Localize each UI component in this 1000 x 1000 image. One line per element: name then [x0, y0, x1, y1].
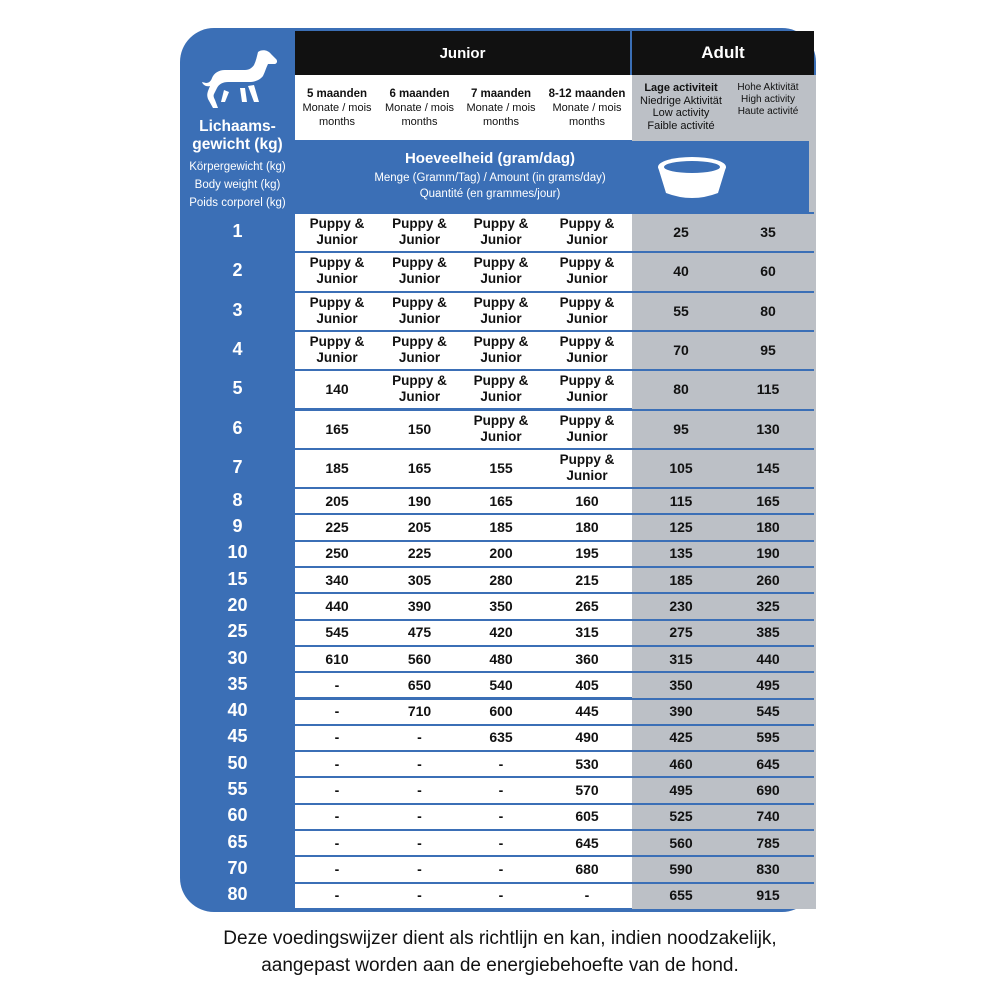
- junior-cell: 215: [575, 571, 599, 588]
- junior-cell: -: [498, 808, 504, 825]
- junior-cell: 205: [407, 519, 432, 536]
- junior-cell: 155: [489, 459, 513, 476]
- junior-cell: Puppy & Junior: [309, 216, 365, 248]
- age-sub-2: months: [482, 116, 520, 128]
- weight-label: 20: [227, 594, 248, 615]
- weight-label: 3: [232, 299, 243, 320]
- high-activity-cell: 830: [756, 860, 780, 877]
- junior-cell: -: [417, 887, 422, 904]
- low-activity-cell: 95: [673, 420, 689, 437]
- junior-cell: -: [498, 755, 504, 772]
- high-activity-cell: 325: [756, 597, 780, 614]
- junior-cell: 250: [325, 545, 349, 562]
- weight-label: 40: [227, 700, 248, 721]
- junior-cell: Puppy & Junior: [392, 294, 447, 326]
- junior-cell: 265: [575, 597, 599, 614]
- high-activity-cell: 115: [756, 381, 780, 398]
- low-activity-cell: 70: [673, 342, 689, 359]
- junior-cell: 180: [575, 519, 599, 536]
- dog-silhouette-icon: [200, 46, 280, 112]
- high-activity-cell: 95: [760, 342, 776, 359]
- footer-line-2: aangepast worden aan de energiebehoefte van de hond.: [261, 955, 739, 976]
- junior-cell: Puppy & Junior: [559, 255, 615, 287]
- low-activity-cell: 40: [673, 263, 689, 280]
- junior-cell: Puppy & Junior: [392, 373, 447, 405]
- weight-label: 9: [232, 516, 243, 537]
- low-activity-cell: 25: [673, 224, 689, 241]
- high-activity-cell: 145: [756, 459, 780, 476]
- weight-label: 4: [232, 339, 243, 360]
- junior-cell: -: [334, 834, 340, 851]
- high-activity-cell: 595: [756, 729, 780, 746]
- junior-cell: -: [334, 676, 340, 693]
- age-title: 7 maanden: [470, 88, 532, 100]
- age-header-1: [379, 87, 460, 129]
- side-subtitles: Körpergewicht (kg) Body weight (kg) Poids corporel (kg): [189, 161, 286, 209]
- junior-cell: 635: [489, 729, 513, 746]
- weight-label: 60: [227, 805, 248, 826]
- junior-cell: 480: [489, 650, 513, 667]
- junior-cell: Puppy & Junior: [473, 216, 529, 248]
- junior-cell: Puppy & Junior: [473, 334, 529, 366]
- junior-cell: 190: [407, 492, 432, 509]
- weight-label: 25: [227, 621, 248, 642]
- junior-cell: -: [498, 834, 504, 851]
- age-sub-1: Monate / mois: [552, 102, 622, 114]
- weight-label: 2: [232, 260, 243, 281]
- junior-cell: 710: [407, 703, 432, 720]
- junior-cell: 305: [407, 571, 432, 588]
- weight-label: 70: [227, 857, 248, 878]
- junior-cell: Puppy & Junior: [559, 412, 615, 444]
- low-activity-cell: 315: [669, 650, 693, 667]
- high-activity-cell: 495: [756, 676, 780, 693]
- junior-cell: 610: [325, 650, 349, 667]
- junior-cell: 540: [489, 676, 513, 693]
- junior-cell: -: [417, 860, 422, 877]
- low-activity-cell: 105: [669, 459, 693, 476]
- junior-cell: 390: [407, 597, 432, 614]
- amount-subtitle-1: Menge (Gramm/Tag) / Amount (in grams/day): [374, 172, 606, 184]
- footer-line-1: Deze voedingswijzer dient als richtlijn en kan, indien noodzakelijk,: [223, 928, 777, 949]
- junior-cell: -: [417, 755, 422, 772]
- weight-label: 45: [227, 726, 248, 747]
- low-activity-cell: 425: [669, 729, 693, 746]
- junior-cell: 225: [407, 545, 432, 562]
- junior-cell: -: [334, 729, 340, 746]
- low-activity-cell: 350: [669, 676, 693, 693]
- high-activity-cell: 165: [756, 492, 780, 509]
- low-activity-header: Lage activiteit Niedrige Aktivität Low activity Faible activité: [640, 82, 722, 132]
- junior-cell: -: [334, 808, 340, 825]
- junior-cell: 605: [575, 808, 599, 825]
- low-activity-cell: 590: [669, 860, 693, 877]
- age-header-0: [295, 87, 379, 129]
- junior-cell: 165: [407, 459, 432, 476]
- high-activity-cell: 440: [756, 650, 780, 667]
- junior-cell: Puppy & Junior: [473, 373, 529, 405]
- age-sub-2: months: [401, 116, 438, 128]
- junior-cell: Puppy & Junior: [309, 255, 365, 287]
- junior-cell: 405: [575, 676, 599, 693]
- amount-band: [300, 141, 809, 212]
- junior-cell: 340: [325, 571, 349, 588]
- low-activity-cell: 125: [669, 519, 693, 536]
- junior-cell: -: [417, 729, 422, 746]
- junior-cell: 195: [575, 545, 599, 562]
- junior-cell: 280: [489, 571, 513, 588]
- low-activity-cell: 185: [669, 571, 693, 588]
- junior-cell: 570: [575, 782, 599, 799]
- age-title: 6 maanden: [389, 88, 450, 100]
- weight-label: 5: [232, 378, 243, 399]
- high-activity-header: Hohe Aktivität High activity Haute activité: [737, 82, 799, 117]
- junior-cell: 350: [489, 597, 513, 614]
- low-activity-cell: 390: [669, 703, 693, 720]
- junior-cell: Puppy & Junior: [473, 412, 529, 444]
- junior-cell: -: [334, 887, 340, 904]
- low-activity-cell: 655: [669, 887, 693, 904]
- junior-cell: 140: [325, 381, 349, 398]
- weight-label: 15: [227, 568, 248, 589]
- low-activity-cell: 80: [673, 381, 689, 398]
- age-title: 8-12 maanden: [548, 88, 626, 100]
- high-activity-cell: 130: [756, 420, 780, 437]
- junior-cell: Puppy & Junior: [392, 334, 447, 366]
- junior-cell: Puppy & Junior: [392, 216, 447, 248]
- junior-cell: -: [417, 834, 422, 851]
- junior-cell: Puppy & Junior: [473, 294, 529, 326]
- high-activity-cell: 60: [760, 263, 776, 280]
- weight-label: 35: [227, 673, 248, 694]
- junior-cell: 315: [575, 624, 599, 641]
- adult-header: Adult: [632, 31, 814, 75]
- junior-cell: 150: [407, 420, 432, 437]
- junior-cell: -: [417, 808, 422, 825]
- junior-cell: 185: [325, 459, 349, 476]
- weight-label: 6: [232, 417, 243, 438]
- junior-cell: 205: [325, 492, 349, 509]
- high-activity-cell: 785: [756, 834, 780, 851]
- age-sub-1: Monate / mois: [384, 102, 455, 114]
- weight-label: 7: [232, 456, 243, 477]
- age-header-3: [542, 87, 632, 129]
- junior-cell: 645: [575, 834, 599, 851]
- junior-cell: 420: [489, 624, 513, 641]
- junior-cell: Puppy & Junior: [559, 334, 615, 366]
- age-header-2: [460, 87, 542, 129]
- junior-header: Junior: [295, 31, 630, 75]
- high-activity-cell: 385: [756, 624, 780, 641]
- junior-cell: 165: [325, 420, 349, 437]
- junior-cell: 650: [407, 676, 432, 693]
- junior-cell: Puppy & Junior: [559, 373, 615, 405]
- low-activity-cell: 230: [669, 597, 693, 614]
- amount-subtitle-2: Quantité (en grammes/jour): [419, 188, 561, 200]
- age-title: 5 maanden: [306, 88, 368, 100]
- weight-label: 80: [227, 884, 248, 905]
- age-sub-2: months: [568, 116, 606, 128]
- high-activity-cell: 645: [756, 755, 780, 772]
- low-activity-cell: 135: [669, 545, 693, 562]
- junior-cell: -: [584, 887, 590, 904]
- low-activity-cell: 525: [669, 808, 693, 825]
- junior-cell: 165: [489, 492, 513, 509]
- junior-cell: 600: [489, 703, 513, 720]
- junior-cell: 225: [325, 519, 349, 536]
- junior-cell: Puppy & Junior: [309, 294, 365, 326]
- age-sub-2: months: [318, 116, 356, 128]
- low-activity-cell: 275: [669, 624, 693, 641]
- food-bowl-icon: [650, 153, 734, 203]
- side-title: Lichaams- gewicht (kg): [192, 118, 283, 153]
- amount-title: Hoeveelheid (gram/dag): [404, 150, 576, 167]
- junior-cell: 185: [489, 519, 513, 536]
- junior-cell: 445: [575, 703, 599, 720]
- high-activity-cell: 35: [760, 224, 776, 241]
- high-activity-cell: 740: [756, 808, 780, 825]
- age-sub-1: Monate / mois: [302, 102, 372, 114]
- junior-cell: Puppy & Junior: [559, 216, 615, 248]
- high-activity-cell: 180: [756, 519, 780, 536]
- high-activity-cell: 690: [756, 782, 780, 799]
- junior-cell: -: [334, 782, 340, 799]
- junior-cell: -: [334, 860, 340, 877]
- low-activity-cell: 115: [669, 492, 693, 509]
- junior-cell: -: [498, 860, 504, 877]
- high-activity-cell: 80: [760, 302, 776, 319]
- junior-cell: Puppy & Junior: [309, 334, 365, 366]
- high-activity-cell: 915: [756, 887, 780, 904]
- junior-cell: 530: [575, 755, 599, 772]
- junior-cell: 440: [325, 597, 349, 614]
- low-activity-cell: 460: [669, 755, 693, 772]
- junior-cell: 160: [575, 492, 599, 509]
- junior-cell: 560: [407, 650, 432, 667]
- junior-cell: -: [334, 703, 340, 720]
- junior-cell: Puppy & Junior: [559, 294, 615, 326]
- low-activity-cell: 55: [673, 302, 689, 319]
- junior-cell: -: [334, 755, 340, 772]
- low-activity-cell: 560: [669, 834, 693, 851]
- junior-cell: Puppy & Junior: [559, 451, 615, 483]
- junior-cell: 360: [575, 650, 599, 667]
- high-activity-cell: 545: [756, 703, 780, 720]
- weight-label: 30: [227, 647, 248, 668]
- weight-label: 65: [227, 831, 248, 852]
- low-activity-cell: 495: [669, 782, 693, 799]
- junior-cell: Puppy & Junior: [473, 255, 529, 287]
- high-activity-cell: 190: [756, 545, 780, 562]
- weight-label: 8: [232, 489, 243, 510]
- junior-cell: 680: [575, 860, 599, 877]
- junior-cell: Puppy & Junior: [392, 255, 447, 287]
- junior-cell: -: [498, 887, 504, 904]
- junior-cell: -: [417, 782, 422, 799]
- weight-label: 10: [227, 542, 248, 563]
- high-activity-cell: 260: [756, 571, 780, 588]
- junior-cell: 200: [489, 545, 513, 562]
- junior-cell: 475: [407, 624, 432, 641]
- junior-cell: 490: [575, 729, 599, 746]
- weight-label: 50: [227, 752, 248, 773]
- age-sub-1: Monate / mois: [466, 102, 536, 114]
- weight-label: 55: [227, 779, 248, 800]
- junior-cell: -: [498, 782, 504, 799]
- junior-cell: 545: [325, 624, 349, 641]
- weight-label: 1: [232, 221, 243, 242]
